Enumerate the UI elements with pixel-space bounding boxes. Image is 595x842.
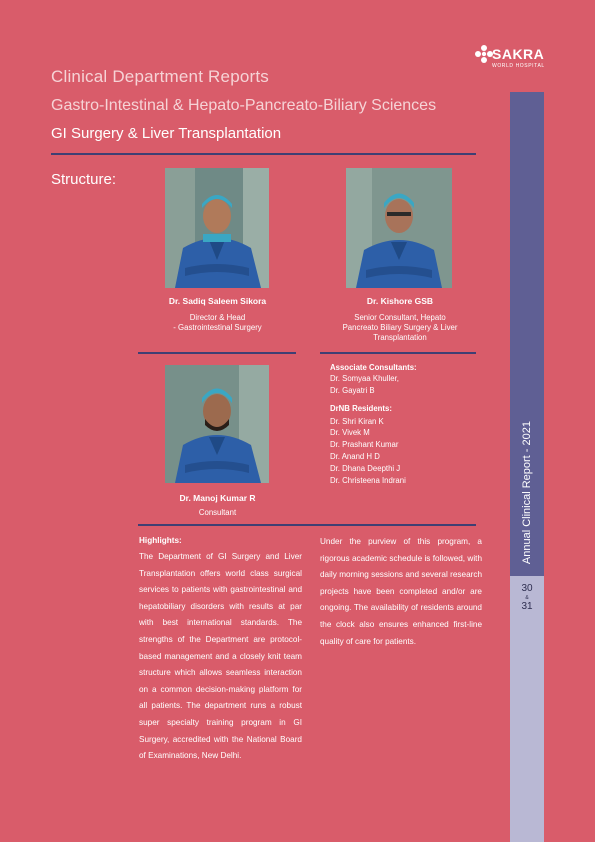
doctor-name: Dr. Manoj Kumar R — [179, 493, 256, 503]
report-label-text: Annual Clinical Report - 2021 — [521, 420, 533, 564]
doctor-role-line: Transplantation — [373, 333, 427, 342]
list-item: Dr. Vivek M — [330, 428, 370, 438]
highlights-column-1 — [139, 536, 302, 765]
doctor-name: Dr. Kishore GSB — [366, 296, 434, 306]
page-number-right: 31 — [521, 601, 533, 612]
page-title: Clinical Department Reports — [51, 67, 269, 86]
doctor-role-line: Senior Consultant, Hepato — [354, 313, 446, 322]
highlights-paragraph: The Department of GI Surgery and Liver Transplantation offers world class surgical services to patients with gastrointestinal and hepatobiliary disorders with results at par with best international standards. The strengths of the Department are protocol-based management and a closely knit team structure which allows seamless interaction on a common decision-making platform for all patients. The department runs a robust super specialty training program in GI Surgery, accredited with the National Board of Examinations, New Delhi. — [139, 552, 302, 761]
list-item: Dr. Prashant Kumar — [330, 440, 399, 450]
page-numbers — [510, 583, 544, 613]
doctor-role-line: Consultant — [198, 508, 237, 517]
doctor-role — [140, 508, 295, 518]
list-item: Dr. Somyaa Khuller, — [330, 374, 399, 383]
doctor-photo-sikora — [165, 168, 269, 288]
doctor-role-line: Director & Head — [189, 313, 246, 322]
highlights-divider — [138, 524, 476, 526]
page-number-amp: & — [525, 595, 529, 601]
associates-heading: Associate Consultants: — [330, 363, 417, 372]
highlights-column-2 — [320, 534, 482, 650]
list-item: Dr. Dhana Deepthi J — [330, 463, 401, 473]
doctor-role-line: - Gastrointestinal Surgery — [173, 323, 262, 332]
header-divider — [51, 153, 476, 155]
section-divider — [138, 352, 296, 354]
doctor-role-line: Pancreato Biliary Surgery & Liver — [342, 323, 458, 332]
section-divider — [320, 352, 476, 354]
doctor-name: Dr. Sadiq Saleem Sikora — [168, 296, 267, 306]
logo-tagline: WORLD HOSPITAL — [492, 63, 545, 69]
residents-heading: DrNB Residents: — [330, 403, 392, 413]
doctor-photo-manoj — [165, 365, 269, 483]
list-item: Dr. Christeena Indrani — [330, 475, 406, 485]
report-label — [510, 92, 544, 576]
doctor-role — [140, 313, 295, 333]
page-number-left: 30 — [521, 583, 533, 594]
department-name: GI Surgery & Liver Transplantation — [51, 125, 282, 142]
list-item: Dr. Anand H D — [330, 451, 380, 461]
structure-label: Structure: — [51, 171, 117, 188]
doctor-photo-kishore — [346, 168, 452, 288]
list-item: Dr. Shri Kiran K — [330, 416, 384, 426]
list-item: Dr. Gayatri B — [330, 385, 375, 395]
highlights-paragraph: Under the purview of this program, a rigorous academic schedule is followed, with daily morning sessions and several research projects have been completed and/or are ongoing. The availability of residents around the clock also ensures enhanced first-line quality of care for patients. — [320, 537, 482, 646]
sakra-logo — [470, 42, 545, 80]
logo-wordmark: SAKRA — [492, 46, 545, 62]
page-subtitle: Gastro-Intestinal & Hepato-Pancreato-Biliary Sciences — [51, 97, 437, 114]
sidebar-band-light — [510, 576, 544, 842]
doctor-role — [320, 313, 480, 343]
team-list — [330, 363, 480, 486]
highlights-heading: Highlights: — [139, 536, 182, 545]
